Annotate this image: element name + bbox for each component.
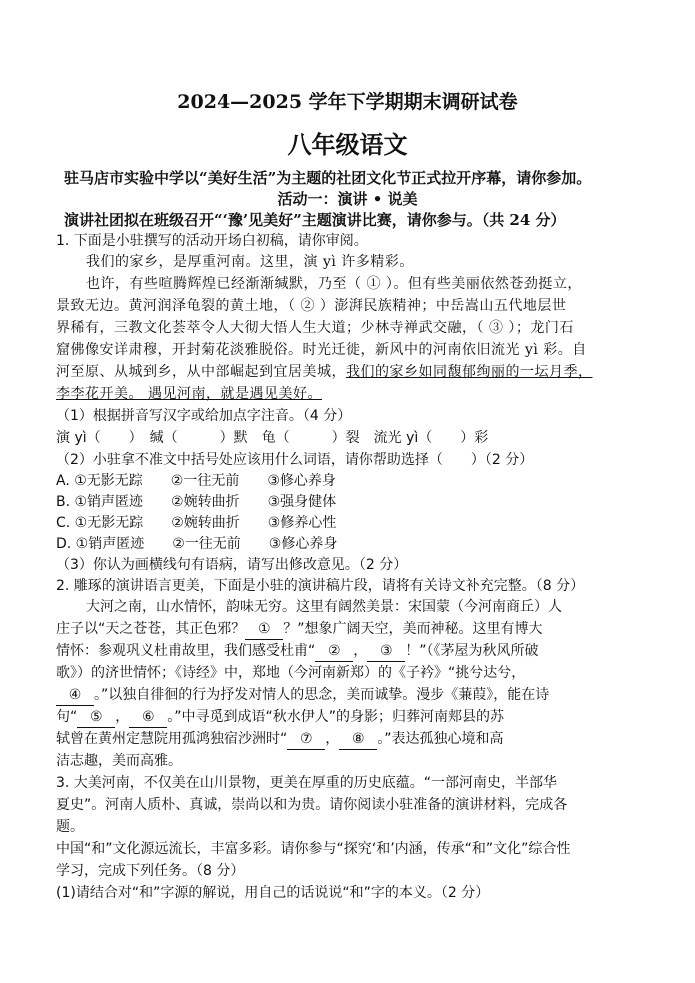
q1-stem: 1. 下面是小驻撰写的活动开场白初稿，请你审阅。 xyxy=(56,233,368,249)
q2-line: 大河之南，山水情怀，韵味无穷。这里有阔然美景：宋国蒙（今河南商丘）人 xyxy=(86,599,562,615)
exam-title: 2024—2025 学年下学期期末调研试卷 xyxy=(177,91,518,113)
q1-passage-line: 界稀有，三教文化荟萃令人大彻大悟人生大道；少林寺禅武交融，（ ③ ）；龙门石 xyxy=(56,320,574,336)
q2-text: 。”中寻觅到成语“秋水伊人”的身影；归葬河南郏县的苏 xyxy=(167,709,505,725)
blank-6[interactable]: ⑥ xyxy=(129,707,167,728)
option-b: B. ①销声匿迹 ②婉转曲折 ③强身健体 xyxy=(56,494,337,510)
q3-sub1: (1)请结合对“和”字源的解说，用自己的话说说“和”字的本义。（2 分） xyxy=(56,885,490,901)
q1-passage-line xyxy=(56,362,665,382)
q2-line xyxy=(56,619,665,640)
q2-line xyxy=(56,685,665,706)
q3-stem-line: 3. 大美河南，不仅美在山川景物，更美在厚重的历史底蕴。“一部河南史，半部华 xyxy=(56,775,558,791)
q2-text: 庄子以“天之苍苍，其正色邪？ xyxy=(56,621,246,637)
q1-passage-line: 窟佛像安详肃穆，开封菊花淡雅脱俗。时光迁徙，新风中的河南依旧流光 yì 彩。自 xyxy=(56,342,587,358)
q1-passage-line: 景致无边。黄河润泽龟裂的黄土地，（ ② ）澎湃民族精神；中岳嵩山五代地层世 xyxy=(56,298,567,314)
activity1-desc: 演讲社团拟在班级召开“‘豫’见美好”主题演讲比赛，请你参与。（共 24 分） xyxy=(64,211,566,229)
intro-text: 驻马店市实验中学以“美好生活”为主题的社团文化节正式拉开序幕，请你参加。 xyxy=(64,169,592,187)
q3-stem-line: 题。 xyxy=(56,819,84,835)
q1-passage-line: 也许，有些喧腾辉煌已经渐渐缄默，乃至（ ① ）。但有些美丽依然苍劲挺立， xyxy=(86,276,582,292)
q2-text: 轼曾在黄州定慧院用孤鸿独宿沙洲时“ xyxy=(56,731,288,747)
q2-line: 歌》）的济世情怀；《诗经》中，郑地（今河南新郑）的《子衿》“挑兮达兮， xyxy=(56,665,526,681)
q2-text: 句“ xyxy=(56,709,78,725)
blank-1[interactable]: ① xyxy=(245,619,283,640)
q1-sub1-items: 演 yì（ ） 缄（ ）默 龟（ ）裂 流光 yì（ ）彩 xyxy=(56,430,489,446)
q1-underlined-sentence: 我们的家乡如同馥郁绚丽的一坛月季， xyxy=(346,364,593,380)
q2-stem: 2. 雕琢的演讲语言更美，下面是小驻的演讲稿片段，请将有关诗文补充完整。（8 分） xyxy=(56,578,585,594)
q2-line: 洁志趣，美而高雅。 xyxy=(56,753,182,769)
blank-8[interactable]: ⑧ xyxy=(339,729,377,750)
activity1-heading: 活动一：演讲 • 说美 xyxy=(277,190,418,208)
blank-2[interactable]: ② xyxy=(315,641,353,662)
q1-sub1: （1）根据拼音写汉字或给加点字注音。（4 分） xyxy=(56,408,352,424)
q3-intro-line: 学习，完成下列任务。（8 分） xyxy=(56,863,245,879)
q2-line: 情怀：参观巩义杜甫故里，我们感受杜甫“ ② ， ③ ！”（《茅屋为秋风所破 xyxy=(56,641,665,662)
q1-passage-segment: 河至原、从城到乡，从中部崛起到宜居美城， xyxy=(56,364,346,380)
blank-4[interactable]: ④ xyxy=(56,685,94,706)
q2-text: 情怀：参观巩义杜甫故里，我们感受杜甫“ xyxy=(56,643,316,659)
q2-line: 句“ ⑤ ， ⑥ 。”中寻觅到成语“秋水伊人”的身影；归葬河南郏县的苏 xyxy=(56,707,665,728)
q3-intro-line: 中国“和”文化源远流长，丰富多彩。请你参与“探究‘和’内涵，传承“和”文化”综合性 xyxy=(56,841,571,857)
option-a: A. ①无影无踪 ②一往无前 ③修心养身 xyxy=(56,473,336,489)
q2-text: 。”以独自徘徊的行为抒发对情人的思念，美而诚挚。漫步《蒹葭》，能在诗 xyxy=(94,687,550,703)
option-d: D. ①销声匿迹 ②一往无前 ③修心养身 xyxy=(56,536,338,552)
q2-text: ？”想象广阔天空，美而神秘。这里有博大 xyxy=(283,621,543,637)
q2-line: 轼曾在黄州定慧院用孤鸿独宿沙洲时“ ⑦ ， ⑧ 。”表达孤独心境和高 xyxy=(56,729,665,750)
option-c: C. ①无影无踪 ②婉转曲折 ③修养心性 xyxy=(56,515,337,531)
q1-sub3: （3）你认为画横线句有语病，请写出修改意见。（2 分） xyxy=(56,557,408,573)
blank-7[interactable]: ⑦ xyxy=(287,729,325,750)
subject-title: 八年级语文 xyxy=(287,130,408,159)
q1-sub2: （2）小驻拿不准文中括号处应该用什么词语，请你帮助选择（ ）（2 分） xyxy=(56,452,534,468)
q1-passage-line: 我们的家乡，是厚重河南。这里，演 yì 许多精彩。 xyxy=(86,254,414,270)
q1-passage-line xyxy=(56,384,665,404)
q1-underlined-sentence: 李李花开美。 遇见河南，就是遇见美好。 xyxy=(56,386,322,402)
q2-text: ！”（《茅屋为秋风所破 xyxy=(405,643,539,659)
q3-stem-line: 夏史”。河南人质朴、真诚，崇尚以和为贵。请你阅读小驻准备的演讲材料，完成各 xyxy=(56,797,568,813)
blank-3[interactable]: ③ xyxy=(367,641,405,662)
q2-text: 。”表达孤独心境和高 xyxy=(377,731,504,747)
blank-5[interactable]: ⑤ xyxy=(77,707,115,728)
